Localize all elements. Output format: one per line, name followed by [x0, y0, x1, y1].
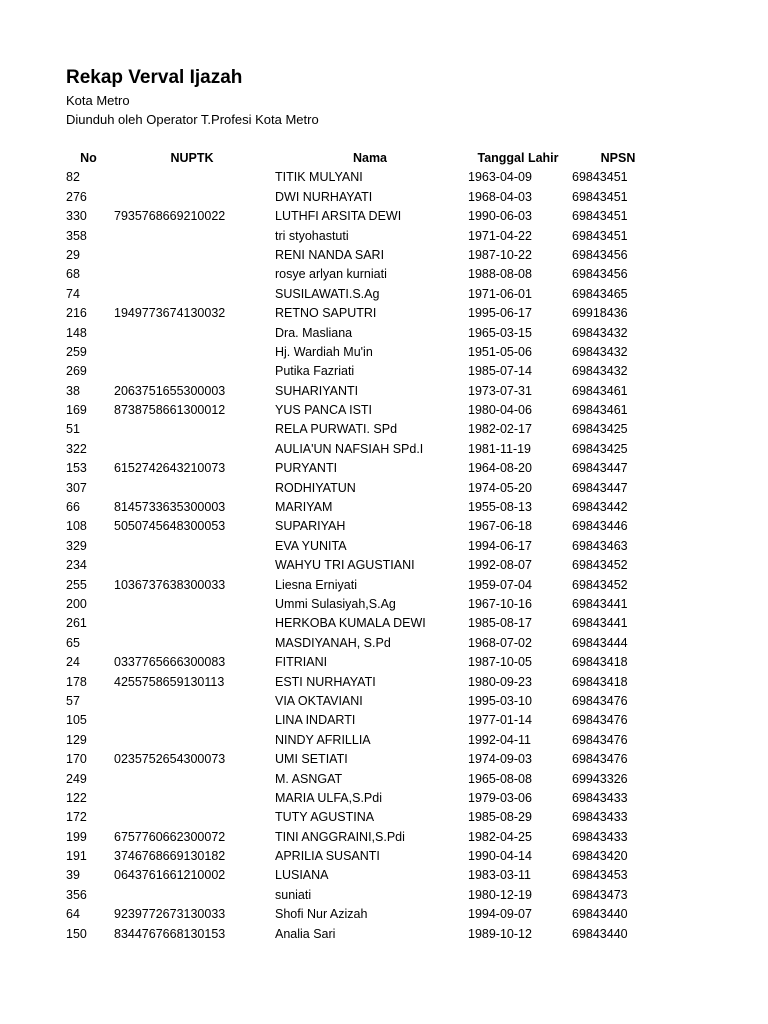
cell-npsn: 69843440: [572, 907, 628, 922]
table-row: [0, 866, 768, 885]
cell-nama: LUSIANA: [275, 868, 329, 883]
cell-nuptk: 8738758661300012: [114, 403, 226, 418]
cell-no: 169: [66, 403, 87, 418]
cell-tanggal-lahir: 1995-06-17: [468, 306, 532, 321]
cell-no: 330: [66, 209, 87, 224]
cell-nama: Dra. Masliana: [275, 325, 353, 340]
header-tanggal-lahir: Tanggal Lahir: [477, 151, 559, 165]
table-row: [0, 343, 768, 362]
cell-tanggal-lahir: 1974-09-03: [468, 752, 532, 767]
cell-nama: APRILIA SUSANTI: [275, 849, 380, 864]
cell-nama: PURYANTI: [275, 461, 338, 476]
table-row: [0, 556, 768, 575]
cell-nama: rosye arlyan kurniati: [275, 267, 387, 282]
cell-no: 269: [66, 364, 87, 379]
cell-no: 170: [66, 752, 87, 767]
cell-nama: tri styohastuti: [275, 228, 349, 243]
cell-tanggal-lahir: 1959-07-04: [468, 577, 532, 592]
cell-tanggal-lahir: 1980-09-23: [468, 674, 532, 689]
cell-nuptk: 2063751655300003: [114, 383, 226, 398]
cell-tanggal-lahir: 1982-04-25: [468, 829, 532, 844]
cell-npsn: 69843461: [572, 403, 628, 418]
cell-no: 199: [66, 829, 87, 844]
cell-no: 153: [66, 461, 87, 476]
table-row: [0, 595, 768, 614]
cell-nama: UMI SETIATI: [275, 752, 348, 767]
table-row: [0, 711, 768, 730]
cell-nama: YUS PANCA ISTI: [275, 403, 373, 418]
cell-no: 148: [66, 325, 87, 340]
cell-nuptk: 0337765666300083: [114, 655, 226, 670]
cell-tanggal-lahir: 1981-11-19: [468, 441, 532, 456]
header-nama: Nama: [352, 151, 388, 165]
table-row: [0, 770, 768, 789]
cell-npsn: 69843432: [572, 344, 628, 359]
cell-nuptk: 6152742643210073: [114, 461, 226, 476]
cell-nama: EVA YUNITA: [275, 538, 347, 553]
table-row: [0, 731, 768, 750]
cell-tanggal-lahir: 1979-03-06: [468, 790, 532, 805]
table-row: [0, 905, 768, 924]
cell-no: 65: [66, 635, 80, 650]
table-row: [0, 789, 768, 808]
cell-tanggal-lahir: 1985-07-14: [468, 364, 532, 379]
table-row: [0, 925, 768, 944]
cell-tanggal-lahir: 1980-04-06: [468, 403, 532, 418]
cell-npsn: 69843425: [572, 441, 628, 456]
cell-nama: Analia Sari: [275, 926, 336, 941]
cell-npsn: 69843420: [572, 849, 628, 864]
cell-nama: MASDIYANAH, S.Pd: [275, 635, 391, 650]
cell-tanggal-lahir: 1951-05-06: [468, 344, 532, 359]
cell-nama: RENI NANDA SARI: [275, 247, 385, 262]
cell-npsn: 69843465: [572, 286, 628, 301]
cell-no: 66: [66, 500, 80, 515]
table-row: [0, 634, 768, 653]
cell-nama: TUTY AGUSTINA: [275, 810, 375, 825]
cell-nama: Hj. Wardiah Mu'in: [275, 344, 373, 359]
cell-no: 129: [66, 732, 87, 747]
cell-npsn: 69843444: [572, 635, 628, 650]
cell-nama: Ummi Sulasiyah,S.Ag: [275, 596, 396, 611]
cell-npsn: 69843463: [572, 538, 628, 553]
cell-nuptk: 3746768669130182: [114, 849, 226, 864]
cell-tanggal-lahir: 1987-10-05: [468, 655, 532, 670]
cell-tanggal-lahir: 1974-05-20: [468, 480, 532, 495]
table-row: [0, 207, 768, 226]
table-row: [0, 459, 768, 478]
cell-no: 249: [66, 771, 87, 786]
cell-no: 122: [66, 790, 87, 805]
cell-no: 358: [66, 228, 87, 243]
cell-npsn: 69843461: [572, 383, 628, 398]
table-row: [0, 750, 768, 769]
cell-no: 322: [66, 441, 87, 456]
cell-no: 255: [66, 577, 87, 592]
table-row: [0, 440, 768, 459]
cell-nama: HERKOBA KUMALA DEWI: [275, 616, 426, 631]
table-row: [0, 847, 768, 866]
cell-nama: LUTHFI ARSITA DEWI: [275, 209, 402, 224]
cell-nuptk: 8145733635300003: [114, 500, 226, 515]
cell-no: 150: [66, 926, 87, 941]
cell-npsn: 69943326: [572, 771, 628, 786]
cell-npsn: 69843418: [572, 655, 628, 670]
cell-tanggal-lahir: 1985-08-17: [468, 616, 532, 631]
cell-npsn: 69843476: [572, 752, 628, 767]
cell-nuptk: 0235752654300073: [114, 752, 226, 767]
cell-nama: Shofi Nur Azizah: [275, 907, 368, 922]
cell-nama: Liesna Erniyati: [275, 577, 357, 592]
cell-nama: MARIYAM: [275, 500, 333, 515]
cell-nama: NINDY AFRILLIA: [275, 732, 371, 747]
cell-tanggal-lahir: 1964-08-20: [468, 461, 532, 476]
cell-npsn: 69843456: [572, 247, 628, 262]
table-row: [0, 537, 768, 556]
cell-no: 24: [66, 655, 80, 670]
cell-nama: SUPARIYAH: [275, 519, 346, 534]
cell-no: 178: [66, 674, 87, 689]
cell-tanggal-lahir: 1973-07-31: [468, 383, 532, 398]
header-npsn: NPSN: [600, 151, 636, 165]
table-row: [0, 285, 768, 304]
cell-nuptk: 8344767668130153: [114, 926, 226, 941]
cell-nama: AULIA'UN NAFSIAH SPd.I: [275, 441, 424, 456]
table-row: [0, 265, 768, 284]
table-row: [0, 498, 768, 517]
table-row: [0, 479, 768, 498]
header-no: No: [80, 151, 97, 165]
cell-tanggal-lahir: 1965-03-15: [468, 325, 532, 340]
cell-tanggal-lahir: 1965-08-08: [468, 771, 532, 786]
cell-nama: ESTI NURHAYATI: [275, 674, 376, 689]
cell-npsn: 69843418: [572, 674, 628, 689]
cell-tanggal-lahir: 1955-08-13: [468, 500, 532, 515]
table-row: [0, 188, 768, 207]
table-row: [0, 692, 768, 711]
cell-no: 216: [66, 306, 87, 321]
cell-no: 261: [66, 616, 87, 631]
cell-no: 39: [66, 868, 80, 883]
cell-npsn: 69843476: [572, 732, 628, 747]
cell-tanggal-lahir: 1995-03-10: [468, 693, 532, 708]
table-row: [0, 304, 768, 323]
document-title: Rekap Verval Ijazah: [66, 67, 243, 88]
cell-no: 307: [66, 480, 87, 495]
table-header-row: [0, 149, 768, 168]
cell-nuptk: 1949773674130032: [114, 306, 226, 321]
cell-tanggal-lahir: 1977-01-14: [468, 713, 532, 728]
cell-nama: RODHIYATUN: [275, 480, 356, 495]
cell-nuptk: 9239772673130033: [114, 907, 226, 922]
cell-npsn: 69843451: [572, 209, 628, 224]
cell-tanggal-lahir: 1968-07-02: [468, 635, 532, 650]
document-subtitle-source: Diunduh oleh Operator T.Profesi Kota Metro: [66, 112, 319, 127]
cell-nama: M. ASNGAT: [275, 771, 343, 786]
table-row: [0, 382, 768, 401]
cell-npsn: 69843446: [572, 519, 628, 534]
cell-tanggal-lahir: 1992-08-07: [468, 558, 532, 573]
cell-no: 57: [66, 693, 80, 708]
cell-nama: FITRIANI: [275, 655, 328, 670]
header-nuptk: NUPTK: [170, 151, 214, 165]
cell-no: 234: [66, 558, 87, 573]
cell-tanggal-lahir: 1967-10-16: [468, 596, 532, 611]
cell-npsn: 69843451: [572, 170, 628, 185]
cell-nama: WAHYU TRI AGUSTIANI: [275, 558, 415, 573]
cell-nama: DWI NURHAYATI: [275, 189, 373, 204]
cell-npsn: 69843432: [572, 325, 628, 340]
table-row: [0, 653, 768, 672]
table-body: [0, 168, 768, 944]
table-row: [0, 246, 768, 265]
table-row: [0, 517, 768, 536]
cell-no: 74: [66, 286, 80, 301]
table-row: [0, 168, 768, 187]
cell-npsn: 69843441: [572, 616, 628, 631]
cell-nama: VIA OKTAVIANI: [275, 693, 363, 708]
cell-tanggal-lahir: 1990-06-03: [468, 209, 532, 224]
data-table: [0, 149, 768, 944]
table-row: [0, 227, 768, 246]
cell-npsn: 69843451: [572, 189, 628, 204]
cell-nama: TITIK MULYANI: [275, 170, 363, 185]
cell-npsn: 69843451: [572, 228, 628, 243]
cell-tanggal-lahir: 1989-10-12: [468, 926, 532, 941]
cell-npsn: 69843456: [572, 267, 628, 282]
table-row: [0, 828, 768, 847]
cell-no: 51: [66, 422, 80, 437]
cell-nama: RETNO SAPUTRI: [275, 306, 377, 321]
cell-no: 329: [66, 538, 87, 553]
cell-npsn: 69843447: [572, 461, 628, 476]
table-row: [0, 401, 768, 420]
cell-npsn: 69843476: [572, 713, 628, 728]
table-row: [0, 324, 768, 343]
cell-no: 105: [66, 713, 87, 728]
table-row: [0, 808, 768, 827]
cell-npsn: 69843433: [572, 810, 628, 825]
cell-nuptk: 1036737638300033: [114, 577, 226, 592]
cell-nama: Putika Fazriati: [275, 364, 355, 379]
cell-tanggal-lahir: 1992-04-11: [468, 732, 532, 747]
cell-npsn: 69843473: [572, 887, 628, 902]
cell-tanggal-lahir: 1980-12-19: [468, 887, 532, 902]
cell-tanggal-lahir: 1971-06-01: [468, 286, 532, 301]
cell-nama: SUSILAWATI.S.Ag: [275, 286, 380, 301]
cell-tanggal-lahir: 1994-06-17: [468, 538, 532, 553]
cell-npsn: 69843476: [572, 693, 628, 708]
cell-nama: TINI ANGGRAINI,S.Pdi: [275, 829, 405, 844]
cell-no: 82: [66, 170, 80, 185]
cell-nuptk: 6757760662300072: [114, 829, 226, 844]
table-row: [0, 673, 768, 692]
cell-tanggal-lahir: 1968-04-03: [468, 189, 532, 204]
cell-nama: MARIA ULFA,S.Pdi: [275, 790, 382, 805]
cell-npsn: 69918436: [572, 306, 628, 321]
cell-nama: suniati: [275, 887, 312, 902]
cell-nuptk: 4255758659130113: [114, 674, 225, 689]
cell-tanggal-lahir: 1985-08-29: [468, 810, 532, 825]
table-row: [0, 614, 768, 633]
cell-no: 172: [66, 810, 87, 825]
cell-no: 200: [66, 596, 87, 611]
cell-nuptk: 7935768669210022: [114, 209, 226, 224]
cell-npsn: 69843447: [572, 480, 628, 495]
cell-tanggal-lahir: 1983-03-11: [468, 868, 532, 883]
cell-no: 356: [66, 887, 87, 902]
cell-tanggal-lahir: 1987-10-22: [468, 247, 532, 262]
table-row: [0, 362, 768, 381]
cell-no: 64: [66, 907, 80, 922]
cell-npsn: 69843452: [572, 577, 628, 592]
cell-npsn: 69843425: [572, 422, 628, 437]
cell-nama: RELA PURWATI. SPd: [275, 422, 398, 437]
cell-npsn: 69843452: [572, 558, 628, 573]
cell-no: 29: [66, 247, 80, 262]
cell-no: 38: [66, 383, 80, 398]
cell-nuptk: 0643761661210002: [114, 868, 226, 883]
cell-npsn: 69843441: [572, 596, 628, 611]
cell-tanggal-lahir: 1971-04-22: [468, 228, 532, 243]
cell-tanggal-lahir: 1994-09-07: [468, 907, 532, 922]
cell-no: 259: [66, 344, 87, 359]
cell-no: 68: [66, 267, 80, 282]
cell-nama: SUHARIYANTI: [275, 383, 359, 398]
cell-npsn: 69843442: [572, 500, 628, 515]
cell-npsn: 69843440: [572, 926, 628, 941]
cell-tanggal-lahir: 1982-02-17: [468, 422, 532, 437]
document-subtitle-city: Kota Metro: [66, 93, 130, 108]
table-row: [0, 886, 768, 905]
cell-npsn: 69843432: [572, 364, 628, 379]
cell-tanggal-lahir: 1967-06-18: [468, 519, 532, 534]
table-row: [0, 576, 768, 595]
cell-no: 191: [66, 849, 87, 864]
cell-tanggal-lahir: 1990-04-14: [468, 849, 532, 864]
cell-npsn: 69843433: [572, 829, 628, 844]
table-row: [0, 420, 768, 439]
cell-no: 276: [66, 189, 87, 204]
cell-tanggal-lahir: 1963-04-09: [468, 170, 532, 185]
cell-npsn: 69843453: [572, 868, 628, 883]
cell-nama: LINA INDARTI: [275, 713, 356, 728]
cell-npsn: 69843433: [572, 790, 628, 805]
cell-no: 108: [66, 519, 87, 534]
cell-tanggal-lahir: 1988-08-08: [468, 267, 532, 282]
cell-nuptk: 5050745648300053: [114, 519, 226, 534]
